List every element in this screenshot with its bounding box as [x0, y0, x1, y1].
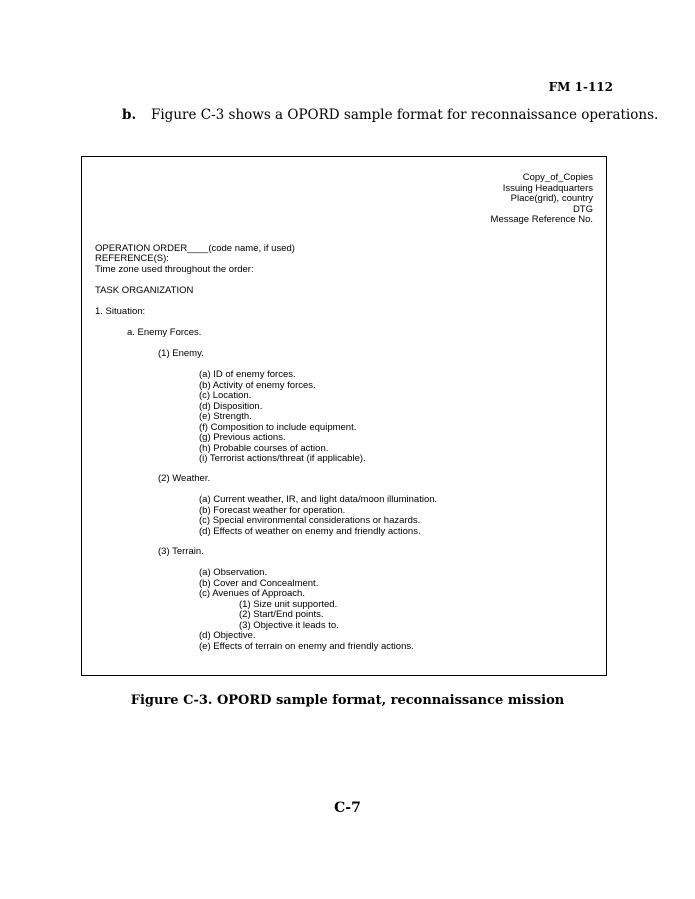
intro-text: Figure C-3 shows a OPORD sample format for reconnaissance operations. — [151, 107, 659, 123]
enemy-item: (g) Previous actions. — [199, 432, 286, 443]
dtg-line: DTG — [572, 203, 593, 215]
figure-caption: Figure C-3. OPORD sample format, reconnaissance mission — [130, 693, 565, 708]
terrain-item: (b) Cover and Concealment. — [199, 577, 319, 589]
intro-paragraph — [122, 107, 658, 123]
intro-label: b. — [122, 107, 137, 123]
enemy-heading: (1) Enemy. — [158, 348, 204, 359]
terrain-heading: (3) Terrain. — [158, 546, 204, 557]
weather-item: (b) Forecast weather for operation. — [199, 504, 346, 516]
enemy-item: (c) Location. — [199, 390, 252, 401]
enemy-item: (e) Strength. — [199, 411, 252, 422]
issuing-hq-line: Issuing Headquarters — [502, 182, 593, 194]
terrain-item: (d) Objective. — [199, 630, 256, 641]
references-line: REFERENCE(S): — [95, 253, 169, 264]
page-header: FM 1-112 — [548, 80, 613, 94]
weather-item: (d) Effects of weather on enemy and friendly actions. — [199, 525, 421, 537]
enemy-item: (i) Terrorist actions/threat (if applicable). — [199, 453, 366, 464]
enemy-item: (f) Composition to include equipment. — [199, 421, 357, 433]
header-right-block — [491, 173, 593, 226]
time-zone-line: Time zone used throughout the order: — [95, 264, 254, 275]
copy-line: Copy_of_Copies — [522, 172, 593, 183]
message-ref-line: Message Reference No. — [490, 214, 593, 226]
enemy-item: (d) Disposition. — [199, 400, 263, 412]
opord-form — [81, 156, 607, 676]
situation-heading: 1. Situation: — [95, 306, 146, 317]
weather-heading: (2) Weather. — [158, 473, 211, 484]
terrain-subitem: (3) Objective it leads to. — [239, 619, 339, 631]
terrain-item: (c) Avenues of Approach. — [199, 588, 305, 599]
enemy-item: (h) Probable courses of action. — [199, 442, 329, 454]
task-organization-heading: TASK ORGANIZATION — [95, 285, 194, 296]
place-line: Place(grid), country — [510, 193, 593, 205]
enemy-item: (a) ID of enemy forces. — [199, 369, 296, 380]
terrain-item: (a) Observation. — [199, 567, 268, 578]
enemy-forces-heading: a. Enemy Forces. — [127, 327, 202, 338]
terrain-subitem: (1) Size unit supported. — [239, 598, 338, 610]
page-number: C-7 — [334, 800, 361, 816]
terrain-subitem: (2) Start/End points. — [239, 609, 324, 620]
enemy-item: (b) Activity of enemy forces. — [199, 379, 316, 391]
weather-item: (c) Special environmental considerations or hazards. — [199, 515, 421, 526]
operation-order-line: OPERATION ORDER____(code name, if used) — [95, 243, 295, 254]
weather-item: (a) Current weather, IR, and light data/moon illumination. — [199, 494, 438, 505]
terrain-item: (e) Effects of terrain on enemy and friendly actions. — [199, 640, 414, 652]
